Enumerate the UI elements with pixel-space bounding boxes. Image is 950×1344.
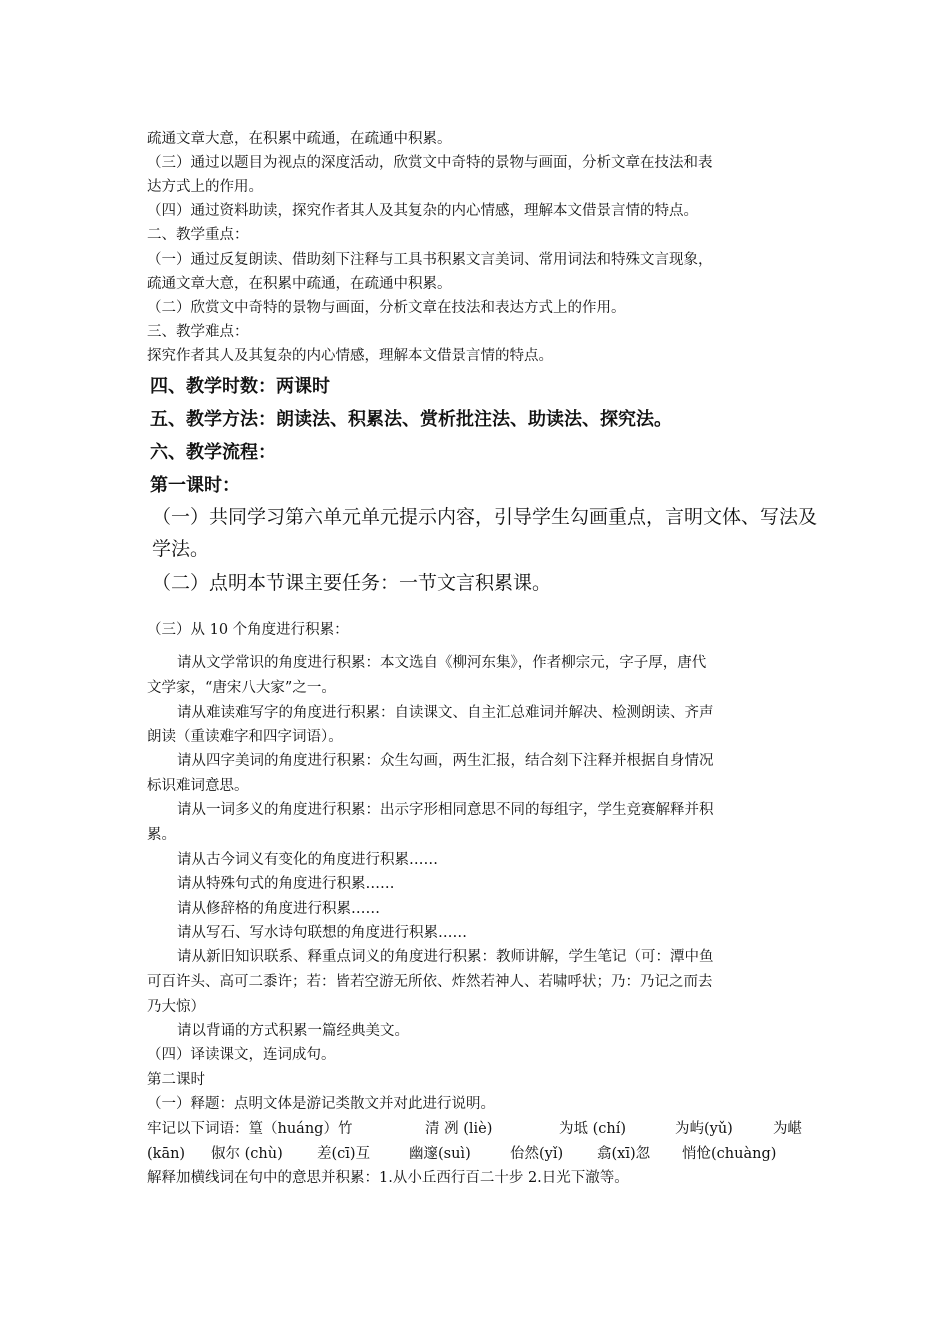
text-line: 文学家，“唐宋八大家”之一。 [147, 680, 336, 696]
vocab-item: 清 冽 (liè) [425, 1121, 493, 1137]
text-line: 疏通文章大意，在积累中疏通，在疏通中积累。 [147, 276, 452, 292]
section-heading: 四、教学时数：两课时 [150, 376, 330, 397]
section-heading: 五、教学方法：朗读法、积累法、赏析批注法、助读法、探究法。 [150, 409, 672, 430]
text-line: 乃大惊） [147, 999, 205, 1015]
text-line: 朗读（重读难字和四字词语）。 [147, 729, 343, 745]
text-line: （一）通过反复朗读、借助刻下注释与工具书积累文言美词、常用词法和特殊文言现象， [147, 252, 713, 268]
vocab-item: 幽邃(suì) [409, 1146, 471, 1162]
text-line: （四）通过资料助读，探究作者其人及其复杂的内心情感，理解本文借景言情的特点。 [147, 203, 698, 219]
text-line: 标识难词意思。 [147, 778, 249, 794]
vocab-item: 翕(xī)忽 [597, 1146, 651, 1162]
section-heading: 二、教学重点： [147, 227, 249, 243]
text-line: （一）释题：点明文体是游记类散文并对此进行说明。 [147, 1096, 495, 1112]
text-line: （一）共同学习第六单元单元提示内容，引导学生勾画重点，言明文体、写法及 [152, 506, 818, 528]
text-line: 可百许头、高可二黍许；若：皆若空游无所依、炸然若神人、若啸呼状；乃：乃记之而去 [147, 974, 713, 990]
vocab-item: 悄怆(chuàng) [682, 1146, 777, 1162]
text-line: 请从一词多义的角度进行积累：出示字形相同意思不同的每组字，学生竞赛解释并积 [177, 802, 714, 818]
text-line: 解释加横线词在句中的意思并积累：1.从小丘西行百二十步 2.日光下澈等。 [147, 1170, 629, 1186]
lesson-heading: 第二课时 [147, 1072, 205, 1088]
vocab-item: 俶尔 (chù) [211, 1146, 283, 1162]
text-line: 请从文学常识的角度进行积累：本文选自《柳河东集》，作者柳宗元，字子厚，唐代 [177, 655, 707, 671]
text-line: 请从四字美词的角度进行积累：众生勾画，两生汇报，结合刻下注释并根据自身情况 [177, 753, 714, 769]
vocab-item: 为屿(yǔ) [675, 1121, 733, 1137]
section-heading: 六、教学流程： [150, 442, 276, 463]
text-line: 达方式上的作用。 [147, 179, 263, 195]
vocab-item: 牢记以下词语：篁（huáng）竹 [147, 1121, 353, 1137]
section-heading: 三、教学难点： [147, 324, 249, 340]
text-line: 请从修辞格的角度进行积累…… [177, 901, 380, 917]
vocab-item: 为嵁 [773, 1121, 802, 1137]
text-line: 学法。 [152, 538, 210, 560]
text-line: （二）点明本节课主要任务：一节文言积累课。 [152, 572, 552, 594]
text-line: 累。 [147, 827, 176, 843]
text-line: 请从新旧知识联系、释重点词义的角度进行积累：教师讲解，学生笔记（可：潭中鱼 [177, 949, 714, 965]
vocab-item: 为坻 (chí) [559, 1121, 627, 1137]
text-line: （四）译读课文，连词成句。 [147, 1047, 336, 1063]
vocab-item: (kān) [147, 1146, 186, 1162]
text-line: 请从写石、写水诗句联想的角度进行积累…… [177, 925, 467, 941]
text-line: 请从古今词义有变化的角度进行积累…… [177, 852, 438, 868]
text-line: 请从特殊句式的角度进行积累…… [177, 876, 395, 892]
text-line: 探究作者其人及其复杂的内心情感，理解本文借景言情的特点。 [147, 348, 553, 364]
text-line: （三）通过以题目为视点的深度活动，欣赏文中奇特的景物与画面，分析文章在技法和表 [147, 155, 713, 171]
text-line: 疏通文章大意，在积累中疏通，在疏通中积累。 [147, 131, 452, 147]
text-line: （三）从 10 个角度进行积累： [147, 622, 349, 638]
vocab-item: 差(cī)互 [317, 1146, 371, 1162]
text-line: 请从难读难写字的角度进行积累：自读课文、自主汇总难词并解决、检测朗读、齐声 [177, 705, 714, 721]
vocab-item: 佁然(yǐ) [510, 1146, 564, 1162]
text-line: （二）欣赏文中奇特的景物与画面，分析文章在技法和表达方式上的作用。 [147, 300, 626, 316]
text-line: 请以背诵的方式积累一篇经典美文。 [177, 1023, 409, 1039]
lesson-heading: 第一课时： [150, 475, 240, 496]
